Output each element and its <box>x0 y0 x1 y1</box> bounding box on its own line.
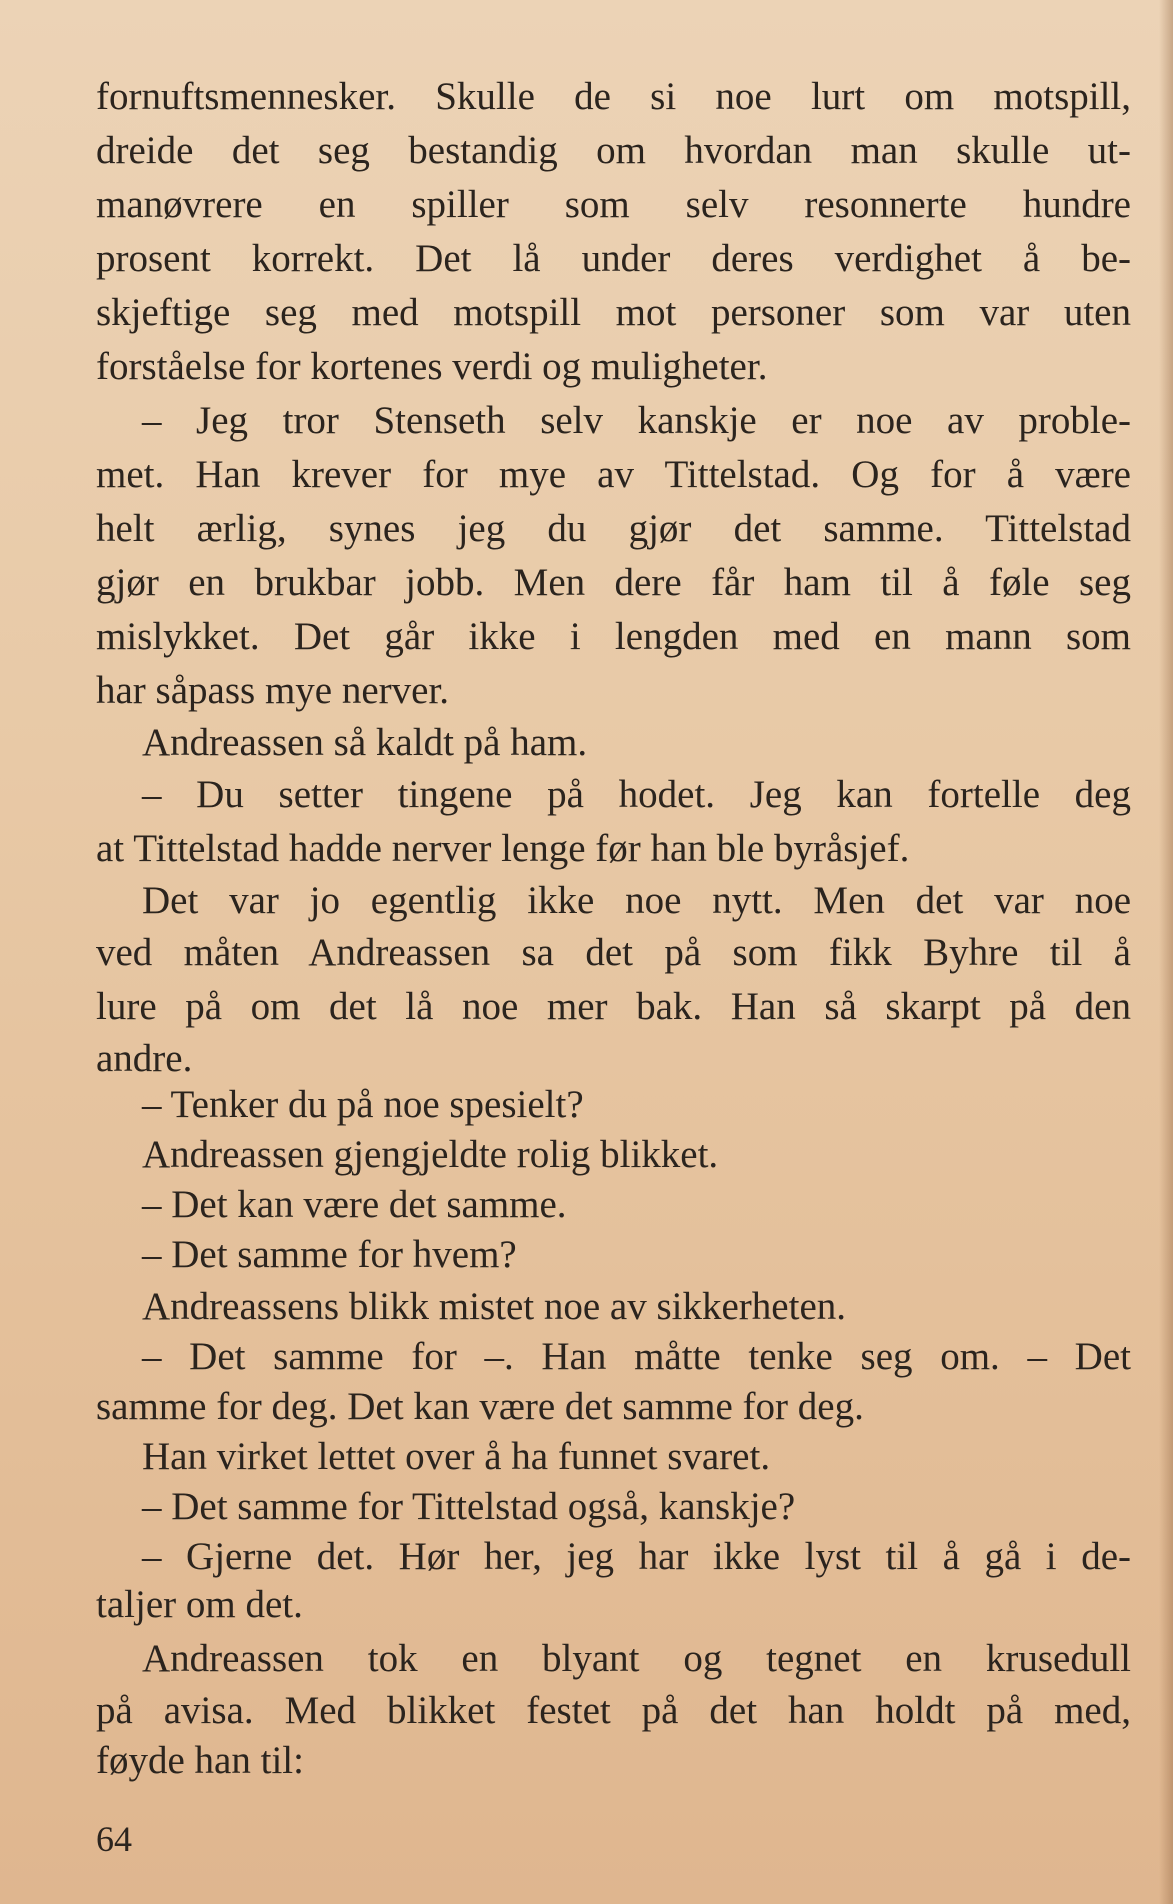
text-line: gjør en brukbar jobb. Men dere får ham til å føle seg <box>96 561 1131 604</box>
text-line: mislykket. Det går ikke i lengden med en mann som <box>96 615 1131 658</box>
text-line: på avisa. Med blikket festet på det han holdt på med, <box>96 1689 1131 1732</box>
text-line: – Tenker du på noe spesielt? <box>142 1083 584 1126</box>
text-line: at Tittelstad hadde nerver lenge før han ble byråsjef. <box>96 827 910 870</box>
text-line: andre. <box>96 1037 193 1080</box>
text-line: helt ærlig, synes jeg du gjør det samme. Tittelstad <box>96 507 1131 550</box>
text-line: – Det kan være det samme. <box>142 1183 567 1226</box>
page-edge-shadow <box>1159 0 1173 1904</box>
text-line: dreide det seg bestandig om hvordan man skulle ut- <box>96 129 1131 172</box>
text-line: fornuftsmennesker. Skulle de si noe lurt om motspill, <box>96 75 1131 118</box>
text-line: – Du setter tingene på hodet. Jeg kan fortelle deg <box>142 773 1131 816</box>
text-line: – Det samme for –. Han måtte tenke seg om. – Det <box>142 1335 1131 1378</box>
text-line: ved måten Andreassen sa det på som fikk Byhre til å <box>96 931 1131 974</box>
text-line: Andreassens blikk mistet noe av sikkerheten. <box>142 1285 846 1328</box>
text-line: – Gjerne det. Hør her, jeg har ikke lyst til å gå i de- <box>142 1535 1131 1578</box>
text-line: har såpass mye nerver. <box>96 669 450 712</box>
text-line: skjeftige seg med motspill mot personer som var uten <box>96 291 1131 334</box>
text-line: taljer om det. <box>96 1583 303 1626</box>
text-line: Det var jo egentlig ikke noe nytt. Men det var noe <box>142 879 1131 922</box>
text-line: lure på om det lå noe mer bak. Han så skarpt på den <box>96 985 1131 1028</box>
text-line: – Det samme for hvem? <box>142 1233 517 1276</box>
text-line: manøvrere en spiller som selv resonnerte hundre <box>96 183 1131 226</box>
text-line: samme for deg. Det kan være det samme for deg. <box>96 1385 864 1428</box>
page-number: 64 <box>96 1819 132 1859</box>
text-line: Andreassen så kaldt på ham. <box>142 721 588 764</box>
text-line: føyde han til: <box>96 1739 304 1782</box>
text-line: Andreassen tok en blyant og tegnet en krusedull <box>142 1637 1131 1680</box>
text-line: – Det samme for Tittelstad også, kanskje? <box>142 1485 796 1528</box>
text-line: met. Han krever for mye av Tittelstad. Og for å være <box>96 453 1131 496</box>
text-line: Andreassen gjengjeldte rolig blikket. <box>142 1133 719 1176</box>
text-line: forståelse for kortenes verdi og muligheter. <box>96 345 768 388</box>
text-line: Han virket lettet over å ha funnet svaret. <box>142 1435 771 1478</box>
text-line: prosent korrekt. Det lå under deres verdighet å be- <box>96 237 1131 280</box>
text-line: – Jeg tror Stenseth selv kanskje er noe av proble- <box>142 399 1131 442</box>
